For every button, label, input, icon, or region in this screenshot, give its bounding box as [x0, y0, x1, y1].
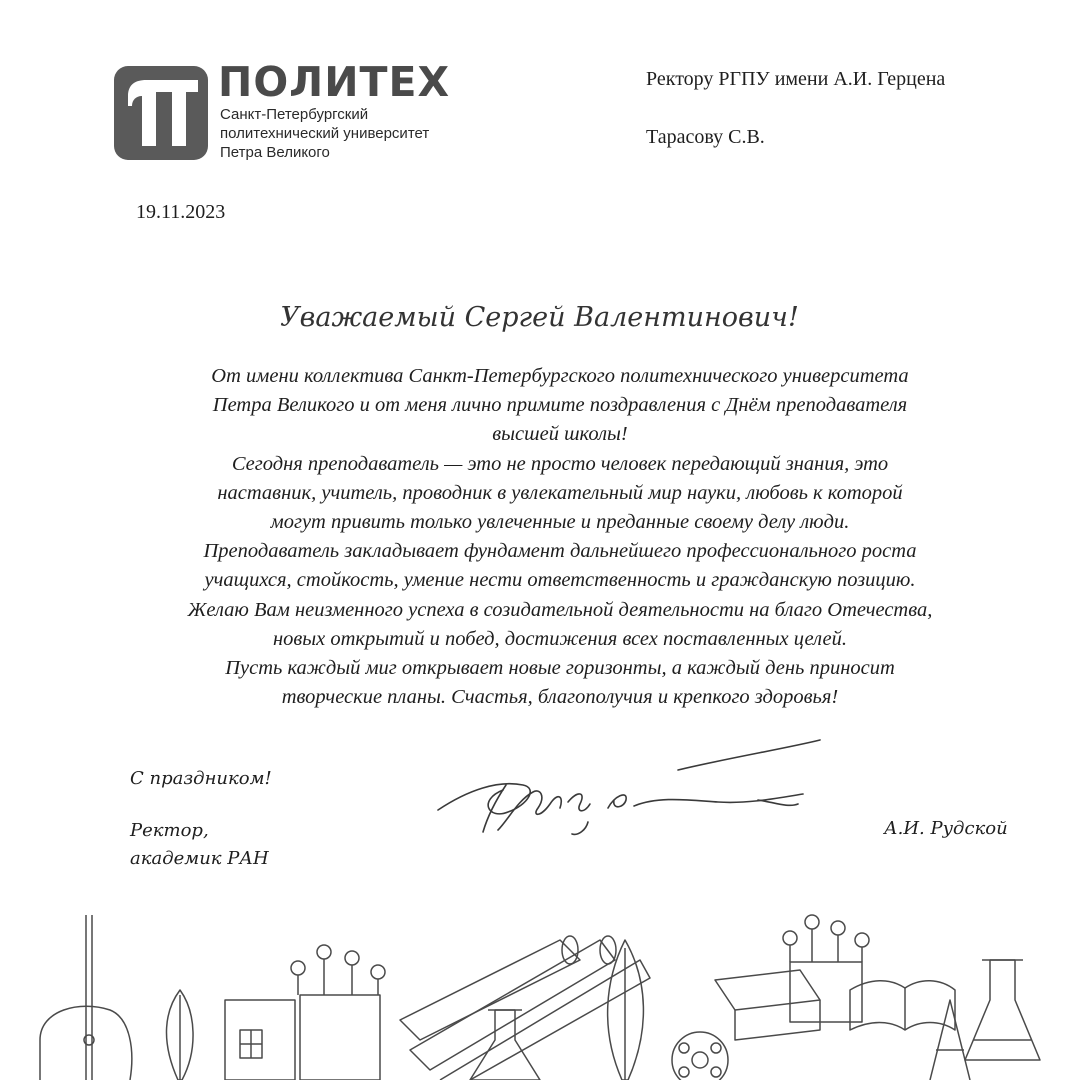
decorative-science-line-art-icon — [0, 900, 1079, 1080]
logo-subtitle-line3: Петра Великого — [220, 144, 330, 161]
body-line: Сегодня преподаватель — это не просто человек передающий знания, это — [231, 452, 889, 475]
body-line: Желаю Вам неизменного успеха в созидательной деятельности на благо Отечества, — [187, 598, 933, 621]
letter-date: 19.11.2023 — [136, 201, 226, 223]
signer-position-line1: Ректор, — [130, 820, 209, 841]
body-line: творческие планы. Счастья, благополучия и крепкого здоровья! — [281, 686, 839, 709]
addressee-line1: Ректору РГПУ имени А.И. Герцена — [646, 68, 946, 90]
body-line: Петра Великого и от меня лично примите поздравления с Днём преподавателя — [212, 394, 908, 417]
logo-subtitle-line1: Санкт-Петербургский — [220, 106, 369, 123]
logo-subtitle-line2: политехнический университет — [220, 125, 430, 142]
body-line: Преподаватель закладывает фундамент дальнейшего профессионального роста — [203, 540, 917, 563]
politech-pi-logo-icon — [114, 66, 208, 160]
greeting: Уважаемый Сергей Валентинович! — [280, 302, 799, 333]
signer-position-line2: академик РАН — [130, 848, 269, 869]
body-line: наставник, учитель, проводник в увлекательный мир науки, любовь к которой — [217, 481, 903, 504]
body-line: От имени коллектива Санкт-Петербургского политехнического университета — [211, 365, 909, 387]
closing-holiday: С праздником! — [130, 768, 272, 789]
logo-title: ПОЛИТЕХ — [218, 58, 451, 106]
body-line: высшей школы! — [492, 423, 628, 446]
university-logo — [114, 58, 474, 162]
body-line: учащихся, стойкость, умение нести ответственность и гражданскую позицию. — [204, 569, 916, 592]
signer-name: А.И. Рудской — [884, 818, 1008, 839]
addressee-line2: Тарасову С.В. — [646, 126, 765, 148]
handwritten-signature-icon — [428, 730, 828, 850]
letter-body — [60, 362, 1060, 712]
body-line: могут привить только увлеченные и преданные своему делу люди. — [270, 511, 850, 534]
body-line: Пусть каждый миг открывает новые горизонты, а каждый день приносит — [225, 657, 895, 680]
body-line: новых открытий и побед, достижения всех поставленных целей. — [272, 627, 848, 650]
